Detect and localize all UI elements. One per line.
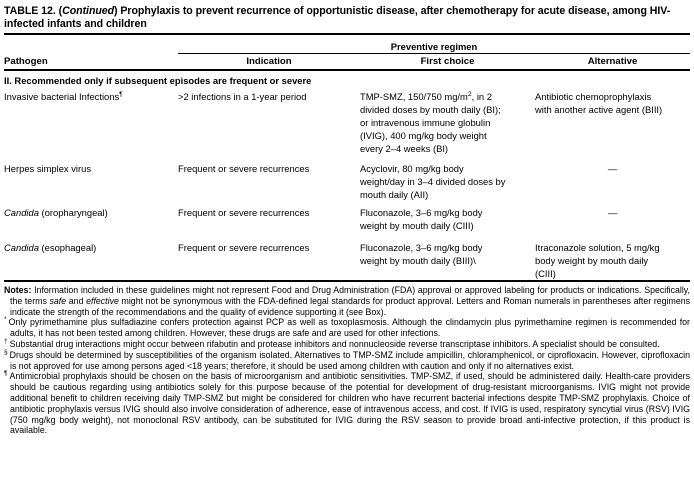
footnote-marker-pilcrow: ¶	[119, 90, 123, 98]
prophylaxis-table	[4, 35, 690, 280]
table-title-suffix: ) Prophylaxis to prevent recurrence of opportunistic disease, after chemotherapy for acute disease, among HIV-infected infants and children	[4, 5, 671, 30]
first-choice-text: Fluconazole, 3–6 mg/kg body weight by mouth daily (CIII)	[360, 207, 483, 231]
table-row	[4, 206, 690, 232]
cell-alternative	[535, 90, 690, 155]
table-header-row	[4, 54, 690, 71]
table-spanner-row	[4, 35, 690, 54]
first-choice-text: TMP-SMZ, 150/750 $mg/m^2$, in 2 divided doses by mouth daily (BI); or intravenous immune globulin (IVIG), 400 mg/kg body weight every 2–4 weeks (BI)	[360, 90, 501, 154]
table-title-prefix: TABLE 12. (	[4, 5, 63, 17]
pathogen-genus: Candida	[4, 242, 39, 253]
notes-section	[4, 280, 690, 436]
cell-pathogen: Candida (oropharyngeal)	[4, 207, 108, 218]
cell-indication: Frequent or severe recurrences	[178, 163, 310, 174]
first-choice-text: Fluconazole, 3–6 mg/kg body weight by mouth daily (BIII)\	[360, 242, 483, 266]
cell-indication: Frequent or severe recurrences	[178, 207, 310, 218]
alternative-text: Itraconazole solution, 5 mg/kg body weight by mouth daily (CIII)	[535, 242, 660, 279]
footnote-asterisk: * Only pyrimethamine plus sulfadiazine confers protection against PCP as well as toxoplasmosis. Although the clindamycin plus pyrimethamine regimen is recommended for adults, it has not been tested among children. However, these drugs are safe and are used for other infections.	[4, 316, 690, 339]
table-row	[4, 90, 690, 155]
spanner-spacer	[4, 35, 178, 54]
notes-label: Notes:	[4, 285, 32, 295]
footnote-marker: ¶	[4, 370, 8, 378]
footnote-section-sign: § Drugs should be determined by susceptibilities of the organism isolated. Alternatives to TMP-SMZ include ampicillin, chloramphenicol, or ciprofloxacin. However, ciprofloxacin is not approved for use among persons aged <18 years; therefore, it should be used among children with caution and only if no alternatives exist.	[4, 348, 690, 371]
preventive-regimen-spanner: Preventive regimen	[178, 35, 690, 54]
cell-alternative-none: —	[607, 163, 618, 174]
section-header: II. Recommended only if subsequent episodes are frequent or severe	[4, 75, 312, 86]
cell-pathogen: Herpes simplex virus	[4, 163, 92, 174]
footnote-marker: §	[4, 348, 8, 356]
pathogen-genus: Candida	[4, 207, 39, 218]
table-title	[4, 5, 690, 35]
alternative-text: Antibiotic chemoprophylaxis with another active agent (BIII)	[535, 91, 663, 115]
cell-first-choice	[360, 241, 535, 280]
cell-pathogen: Candida (esophageal)	[4, 242, 97, 253]
cell-first-choice	[360, 90, 535, 155]
cell-first-choice	[360, 162, 535, 201]
column-header-first-choice: First choice	[420, 56, 475, 67]
table-row	[4, 241, 690, 280]
footnote-marker: †	[4, 338, 8, 346]
term-safe: safe	[49, 295, 67, 306]
cell-alternative	[535, 241, 690, 280]
first-choice-text: Acyclovir, 80 mg/kg body weight/day in 3–4 divided doses by mouth daily (AII)	[360, 163, 506, 200]
footnote-dagger: † Substantial drug interactions might occur between rifabutin and protease inhibitors and nonnucleoside reverse transcriptase inhibitors. A specialist should be consulted.	[4, 338, 660, 349]
pathogen-text: Invasive bacterial Infections	[4, 91, 120, 102]
footnote-pilcrow: ¶ Antimicrobial prophylaxis should be chosen on the basis of microorganism and antibiotic sensitivities. TMP-SMZ, if used, should be administered daily. Health-care providers should be cautious regarding using antibiotics solely for this purpose because of the potential for development of drug-resistant microorganisms. IVIG might not provide additional benefit to children receiving daily TMP-SMZ but might be considered for children who have recurrent bacterial infections despite TMP-SMZ prophylaxis. Choice of antibiotic prophylaxis versus IVIG should also involve consideration of adherence, ease of intravenous access, and cost. If IVIG is used, respiratory syncytial virus (RSV) IVIG (750 mg/kg body weight), not monoclonal RSV antibody, can be substituted for IVIG during the RSV season to provide broad anti-infective protection, if this product is available.	[4, 370, 690, 436]
table-title-continued: Continued	[62, 5, 115, 17]
notes-paragraph: Notes: Information included in these guidelines might not represent Food and Drug Administration (FDA) approval or approved labeling for products or indications. Specifically, the terms safe and effective might not be synonymous with the FDA-defined legal standards for product approval. Letters and Roman numerals in parentheses after regimens indicate the strength of the recommendations and the quality of evidence supporting it (see Box).	[4, 285, 690, 317]
column-header-alternative: Alternative	[587, 56, 638, 67]
table-row	[4, 162, 690, 201]
cell-pathogen	[4, 90, 178, 155]
footnote-marker: *	[4, 316, 7, 324]
cell-indication: >2 infections in a 1-year period	[178, 91, 307, 102]
cell-indication: Frequent or severe recurrences	[178, 242, 310, 253]
column-header-pathogen: Pathogen	[4, 56, 48, 67]
cell-alternative-none: —	[607, 207, 618, 218]
cell-first-choice	[360, 206, 535, 232]
superscript-2: 2	[467, 90, 472, 98]
term-effective: effective	[86, 295, 119, 306]
column-header-indication: Indication	[246, 56, 292, 67]
